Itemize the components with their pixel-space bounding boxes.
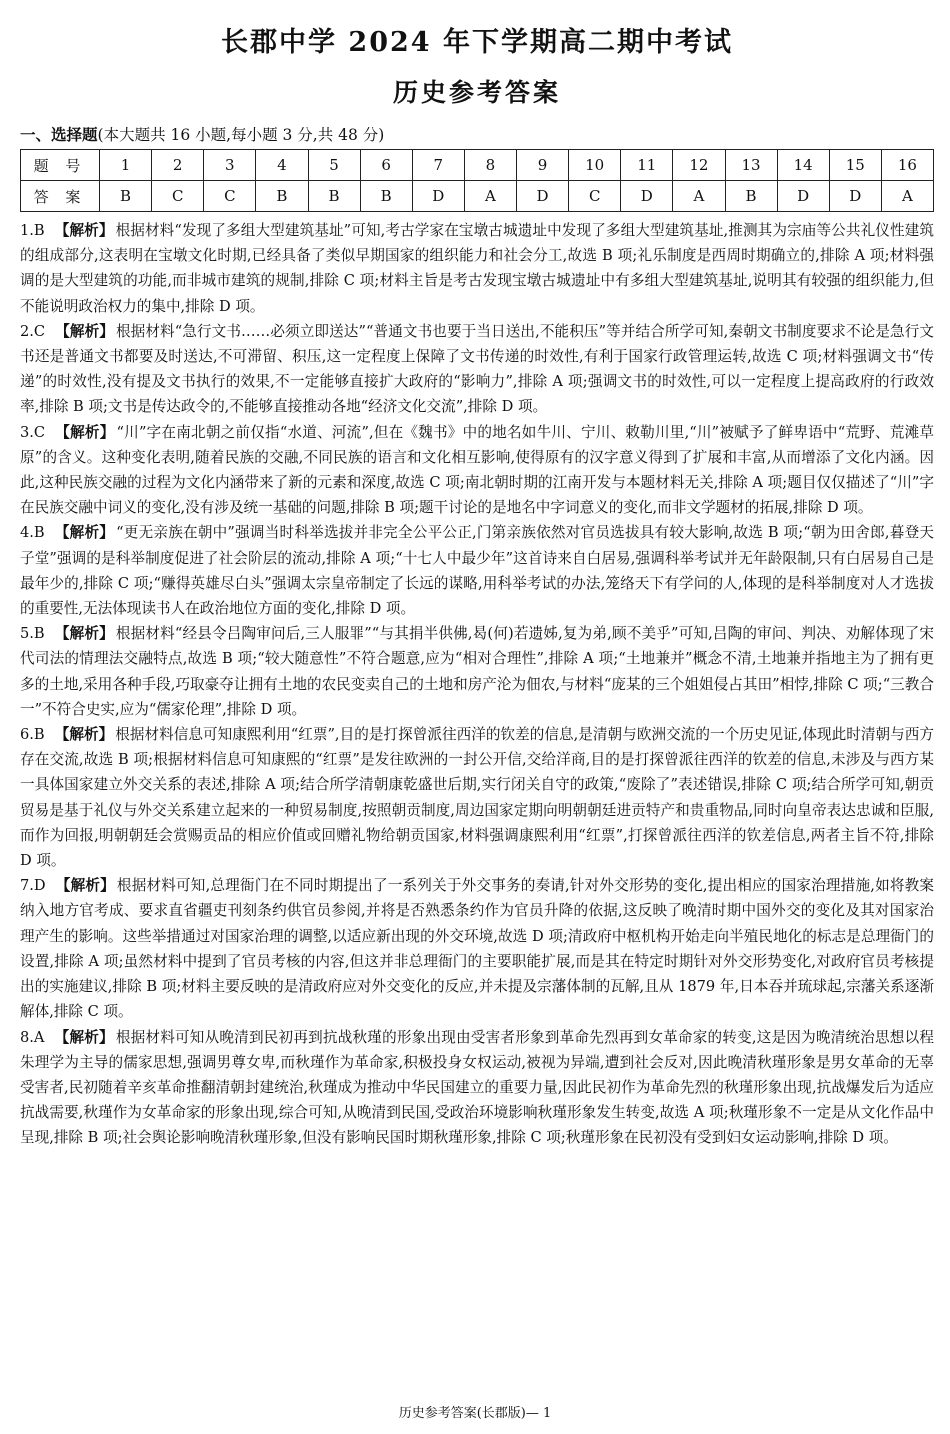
analysis-tag: 【解析】	[54, 726, 114, 744]
explanation-item	[20, 319, 934, 420]
answer-cell: A	[464, 181, 516, 212]
row-label-question: 题 号	[21, 150, 100, 181]
explanation-item	[20, 621, 934, 722]
document-page	[20, 14, 934, 1151]
question-number-cell: 6	[360, 150, 412, 181]
explanation-item	[20, 218, 934, 319]
answer-cell: B	[725, 181, 777, 212]
question-answer-label: 6.B	[20, 726, 45, 744]
answer-cell: C	[152, 181, 204, 212]
section-note: (本大题共 16 小题,每小题 3 分,共 48 分)	[97, 126, 385, 144]
explanation-text: 根据材料“发现了多组大型建筑基址”可知,考古学家在宝墩古城遗址中发现了多组大型建筑基址,推测其为宗庙等公共礼仪性建筑的组成部分,这表明在宝墩文化时期,已经具备了类似早期国家的组织能力和社会分工,故选 B 项;礼乐制度是西周时期确立的,排除 A 项;材料强调的是大型建筑的功能,而非城市建筑的规制,排除 C 项;材料主旨是考古发现宝墩古城遗址中有多组大型建筑基址,说明其有较强的组织能力,但不能说明政治权力的集中,排除 D 项。	[20, 222, 934, 315]
question-number-cell: 10	[569, 150, 621, 181]
row-label-answer: 答 案	[21, 181, 100, 212]
question-number-cell: 4	[256, 150, 308, 181]
document-title: 历史参考答案	[392, 78, 561, 107]
question-answer-label: 7.D	[20, 877, 46, 895]
page-footer: 历史参考答案(长郡版)— 1	[398, 1406, 552, 1421]
analysis-tag: 【解析】	[55, 423, 115, 441]
question-answer-label: 4.B	[20, 524, 45, 542]
explanation-item	[20, 722, 934, 873]
question-number-cell: 8	[464, 150, 516, 181]
explanation-item	[20, 520, 934, 621]
question-number-cell: 12	[673, 150, 725, 181]
answer-row	[21, 181, 934, 212]
question-number-cell: 13	[725, 150, 777, 181]
answer-cell: D	[829, 181, 881, 212]
question-number-cell: 9	[517, 150, 569, 181]
question-number-row	[21, 150, 934, 181]
section-heading	[20, 123, 934, 145]
analysis-tag: 【解析】	[54, 222, 114, 239]
question-number-cell: 2	[152, 150, 204, 181]
answer-cell: D	[517, 181, 569, 212]
explanation-item	[20, 873, 934, 1024]
answer-cell: B	[360, 181, 412, 212]
answer-cell: C	[569, 181, 621, 212]
question-answer-label: 2.C	[20, 322, 46, 340]
question-number-cell: 16	[881, 150, 933, 181]
explanation-text: 根据材料可知,总理衙门在不同时期提出了一系列关于外交事务的奏请,针对外交形势的变化,提出相应的国家治理措施,如将教案纳入地方官考成、要求直省疆吏刊刻条约供官员参阅,并将是否熟悉条约作为官员升降的依据,这反映了晚清时期中国外交的变化及其对国家治理产生的影响。这些举措通过对国家治理的调整,以适应新出现的外交环境,故选 D 项;清政府中枢机构开始走向半殖民地化的标志是总理衙门的设置,排除 A 项;虽然材料中提到了官员考核的内容,但这并非总理衙门的主要职能扩展,而是其在特定时期针对外交形势变化,对政府官员考核提出的实施建议,排除 B 项;材料主要反映的是清政府应对外交变化的反应,并未提及宗藩体制的瓦解,且从 1879 年,日本吞并琉球起,宗藩关系逐渐解体,排除 C 项。	[20, 877, 934, 1021]
answer-table	[20, 149, 934, 212]
question-number-cell: 15	[829, 150, 881, 181]
explanation-text: 根据材料“急行文书……必须立即送达”“普通文书也要于当日送出,不能积压”等并结合所学可知,秦朝文书制度要求不论是急行文书还是普通文书都要及时送达,不可滞留、积压,这一定程度上保障了文书传递的时效性,有利于国家行政管理运转,故选 C 项;材料强调文书“传递”的时效性,没有提及文书执行的效果,不一定能够直接扩大政府的“影响力”,排除 A 项;强调文书的时效性,可以一定程度上提高政府的行政效率,排除 B 项;文书是传达政令的,不能够直接推动各地“经济文化交流”,排除 D 项。	[20, 322, 934, 416]
explanation-list	[20, 218, 934, 1151]
school-title: 长郡中学 2024 年下学期高二期中考试	[221, 27, 733, 58]
explanation-text: 根据材料“经县令吕陶审问后,三人服罪”“与其捐半供佛,曷(何)若遗姊,复为弟,顾不美乎”可知,吕陶的审问、判决、劝解体现了宋代司法的情理法交融特点,故选 B 项;“较大随意性”不符合题意,应为“相对合理性”,排除 A 项;“土地兼并”概念不清,土地兼并指地主为了拥有更多的土地,采用各种手段,巧取豪夺让拥有土地的农民变卖自己的土地和房产沦为佃农,与材料“庞某的三个姐姐侵占其田”相悖,排除 C 项;“三教合一”不符合史实,应为“儒家伦理”,排除 D 项。	[20, 625, 934, 718]
explanation-text: “川”字在南北朝之前仅指“水道、河流”,但在《魏书》中的地名如牛川、宁川、敕勒川里,“川”被赋予了鲜卑语中“荒野、荒滩草原”的含义。这种变化表明,随着民族的交融,不同民族的语言和文化相互影响,使得原有的汉字意义得到了扩展和丰富,从而增添了文化内涵。因此,这种民族交融的过程为文化内涵带来了新的元素和深度,故选 C 项;南北朝时期的江南开发与本题材料无关,排除 A 项;题目仅仅描述了“川”字在民族交融中词义的变化,没有涉及统一基础的问题,排除 B 项;题干讨论的是地名中字词意义的变化,而非文学题材的拓展,排除 D 项。	[20, 423, 934, 517]
analysis-tag: 【解析】	[54, 524, 115, 542]
answer-cell: B	[100, 181, 152, 212]
question-number-cell: 5	[308, 150, 360, 181]
analysis-tag: 【解析】	[54, 1028, 114, 1046]
question-answer-label: 8.A	[20, 1028, 45, 1046]
question-answer-label: 5.B	[20, 625, 45, 643]
section-title: 一、选择题	[20, 125, 98, 144]
answer-cell: D	[777, 181, 829, 212]
explanation-item	[20, 1025, 934, 1151]
analysis-tag: 【解析】	[55, 322, 114, 340]
explanation-text: 根据材料信息可知康熙利用“红票”,目的是打探曾派往西洋的钦差的信息,是清朝与欧洲交流的一个历史见证,体现此时清朝与西方存在交流,故选 B 项;根据材料信息可知康熙的“红票”是发往欧洲的一封公开信,交给洋商,目的是打探曾派往西洋的钦差的信息,未涉及与西方某一具体国家建立外交关系的表述,排除 A 项;结合所学清朝康乾盛世后期,实行闭关自守的政策,“废除了”表述错误,排除 C 项;结合所学可知,朝贡贸易是基于礼仪与外交关系建立起来的一种贸易制度,按照朝贡制度,周边国家定期向明朝朝廷进贡特产和贵重物品,同时向皇帝表达忠诚和臣服,而作为回报,明朝朝廷会赏赐贡品的相应价值或回赠礼物给朝贡国家,材料强调康熙利用“红票”,打探曾派往西洋的钦差信息,两者主旨不符,排除 D 项。	[20, 726, 934, 870]
question-number-cell: 14	[777, 150, 829, 181]
explanation-item	[20, 420, 934, 521]
analysis-tag: 【解析】	[54, 625, 114, 643]
answer-cell: B	[308, 181, 360, 212]
question-answer-label: 1.B	[20, 222, 45, 239]
answer-cell: B	[256, 181, 308, 212]
explanation-text: 根据材料可知从晚清到民初再到抗战秋瑾的形象出现由受害者形象到革命先烈再到女革命家的转变,这是因为晚清统治思想以程朱理学为主导的儒家思想,强调男尊女卑,而秋瑾作为革命家,积极投身女权运动,被视为异端,遭到社会反对,因此晚清秋瑾形象是男女革命的无辜受害者,民初随着辛亥革命推翻清朝封建统治,秋瑾成为推动中华民国建立的重要力量,因此民初作为革命先烈的秋瑾形象出现,抗战爆发后为适应抗战需要,秋瑾作为女革命家的形象出现,综合可知,从晚清到民国,受政治环境影响秋瑾形象发生转变,故选 A 项;秋瑾形象不一定是从文化作品中呈现,排除 B 项;社会舆论影响晚清秋瑾形象,但没有影响民国时期秋瑾形象,排除 C 项;秋瑾形象在民初没有受到妇女运动影响,排除 D 项。	[20, 1028, 934, 1147]
analysis-tag: 【解析】	[55, 877, 115, 895]
question-answer-label: 3.C	[20, 423, 46, 441]
answer-cell: D	[412, 181, 464, 212]
question-number-cell: 3	[204, 150, 256, 181]
answer-cell: C	[204, 181, 256, 212]
question-number-cell: 11	[621, 150, 673, 181]
question-number-cell: 1	[100, 150, 152, 181]
answer-cell: D	[621, 181, 673, 212]
question-number-cell: 7	[412, 150, 464, 181]
explanation-text: “更无亲族在朝中”强调当时科举选拔并非完全公平公正,门第亲族依然对官员选拔具有较大影响,故选 B 项;“朝为田舍郎,暮登天子堂”强调的是科举制度促进了社会阶层的流动,排除 A 项;“十七人中最少年”这首诗来自白居易,强调科举考试并无年龄限制,只有白居易自己是最年少的,排除 C 项;“赚得英雄尽白头”强调太宗皇帝制定了长远的谋略,用科举考试的办法,笼络天下有学问的人,体现的是科举制度对人才选拔的重要性,无法体现读书人在政治地位方面的变化,排除 D 项。	[20, 524, 934, 618]
answer-cell: A	[881, 181, 933, 212]
answer-cell: A	[673, 181, 725, 212]
